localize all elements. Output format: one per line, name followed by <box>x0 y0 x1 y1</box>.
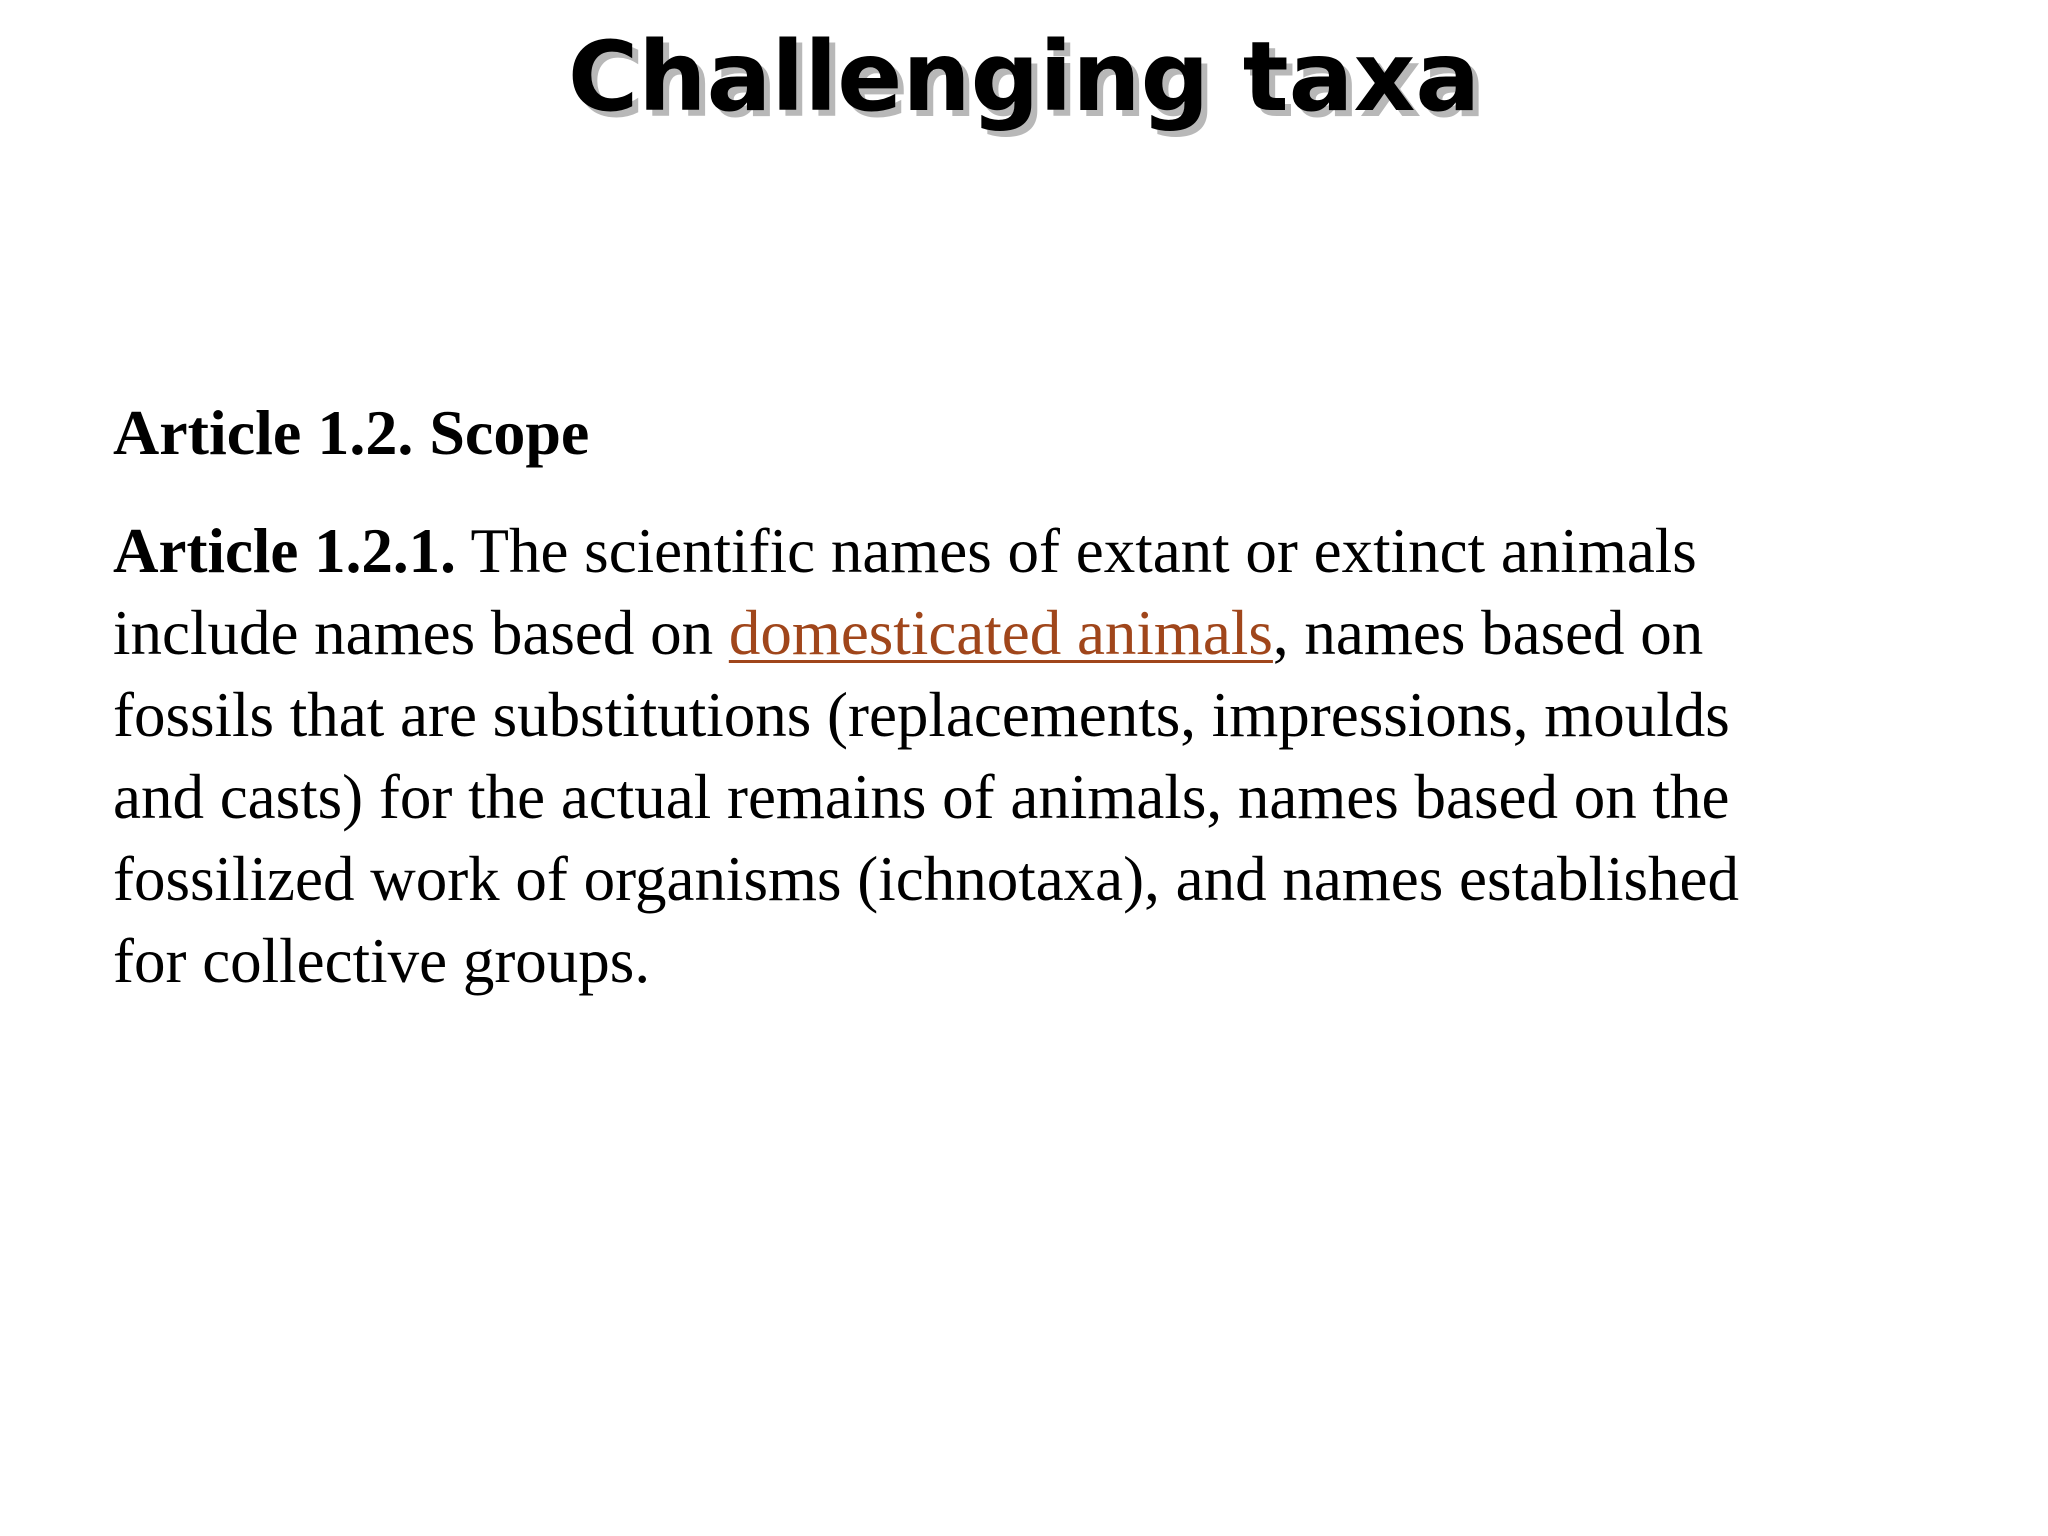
body-line-2 <box>113 592 1739 674</box>
article-body <box>113 510 1739 1002</box>
body-text-2b: , names based on <box>1272 598 1704 668</box>
domesticated-animals-link[interactable]: domesticated animals <box>728 598 1273 668</box>
article-heading: Article 1.2. Scope <box>113 397 590 468</box>
article-number: Article 1.2.1. <box>113 516 456 586</box>
body-line-6: for collective groups. <box>113 926 651 996</box>
body-line-1 <box>113 510 1739 592</box>
body-line-3: fossils that are substitutions (replacements, impressions, moulds <box>113 680 1730 750</box>
body-line-5: fossilized work of organisms (ichnotaxa), and names established <box>113 844 1739 914</box>
body-text-2a: include names based on <box>113 598 729 668</box>
body-text-1: The scientific names of extant or extinct animals <box>455 516 1697 586</box>
body-line-4: and casts) for the actual remains of animals, names based on the <box>113 762 1730 832</box>
slide-title: Challenging taxa <box>567 21 1481 133</box>
